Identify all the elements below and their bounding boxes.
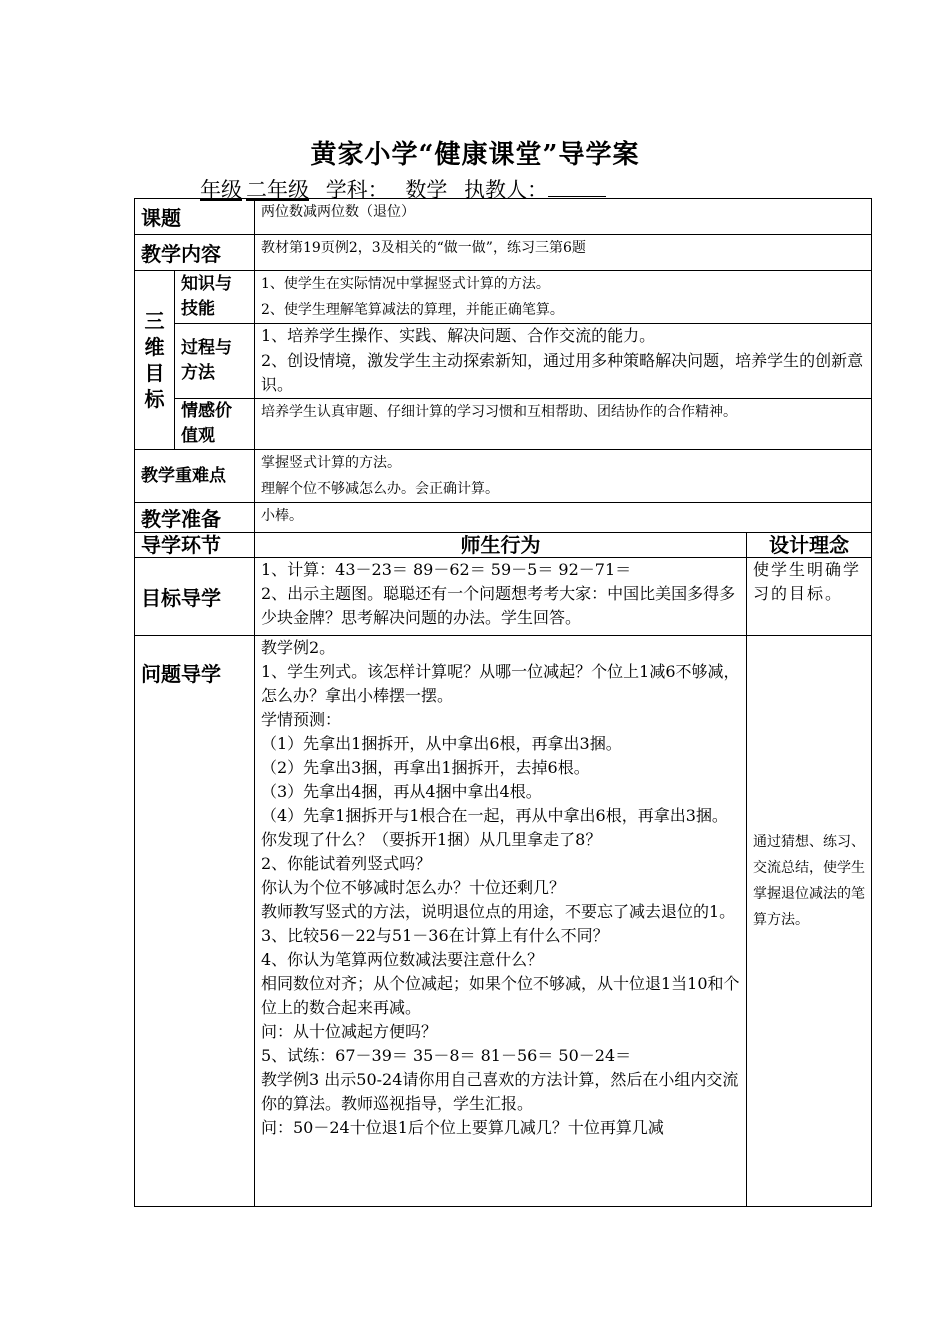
row-target	[135, 558, 872, 636]
row-emotion	[135, 399, 872, 450]
prep-value: 小棒。	[255, 503, 872, 533]
problem-line: 5、试练：67－39＝ 35－8＝ 81－56＝ 50－24＝	[261, 1046, 632, 1065]
col-header-stage: 导学环节	[135, 533, 255, 558]
row-column-headers	[135, 533, 872, 558]
problem-line: 教学例2。	[261, 638, 336, 657]
process-value: 1、培养学生操作、实践、解决问题、合作交流的能力。 2、创设情境，激发学生主动探索新知，通过用多种策略解决问题，培养学生的创新意识。	[255, 324, 872, 399]
content-value: 教材第19页例2，3及相关的“做一做”，练习三第6题	[255, 235, 872, 271]
row-topic	[135, 199, 872, 235]
row-content	[135, 235, 872, 271]
emotion-label: 情感价 值观	[175, 399, 255, 450]
problem-line: 你认为个位不够减时怎么办？十位还剩几？	[261, 878, 566, 897]
problem-line: （4）先拿1捆拆开与1根合在一起，再从中拿出6根，再拿出3捆。	[261, 806, 728, 825]
document-title: 黄家小学“健康课堂”导学案	[310, 140, 640, 170]
knowledge-value: 1、使学生在实际情况中掌握竖式计算的方法。 2、使学生理解笔算减法的算理，并能正确笔算。	[255, 271, 872, 324]
problem-line: 你发现了什么？（要拆开1捆）从几里拿走了8？	[261, 830, 602, 849]
problem-line: 2、你能试着列竖式吗？	[261, 854, 432, 873]
problem-line: 教学例3 出示50-24请你用自己喜欢的方法计算，然后在小组内交流你的算法。教师巡视指导，学生汇报。	[261, 1070, 739, 1113]
lesson-plan-table	[134, 198, 872, 1207]
grade-label: 年级	[200, 178, 242, 202]
target-label: 目标导学	[135, 558, 255, 636]
subject-label: 学科：	[325, 178, 389, 202]
topic-value: 两位数减两位数（退位）	[255, 199, 872, 235]
problem-content	[255, 636, 747, 1207]
target-content: 1、计算：43－23＝ 89－62＝ 59－5＝ 92－71＝ 2、出示主题图。聪聪还有一个问题想考考大家：中国比美国多得多少块金牌？思考解决问题的办法。学生回答。	[255, 558, 747, 636]
emotion-value: 培养学生认真审题、仔细计算的学习习惯和互相帮助、团结协作的合作精神。	[255, 399, 872, 450]
problem-line: 问：50－24十位退1后个位上要算几减几？十位再算几减	[261, 1118, 664, 1137]
content-label: 教学内容	[135, 235, 255, 271]
keypoints-value: 掌握竖式计算的方法。 理解个位不够减怎么办。会正确计算。	[255, 450, 872, 503]
problem-line: （2）先拿出3捆，再拿出1捆拆开，去掉6根。	[261, 758, 590, 777]
problem-line: （3）先拿出4捆，再从4捆中拿出4根。	[261, 782, 542, 801]
problem-line: 相同数位对齐；从个位减起；如果个位不够减，从十位退1当10和个位上的数合起来再减。	[261, 974, 740, 1017]
problem-design: 通过猜想、练习、交流总结，使学生掌握退位减法的笔算方法。	[747, 636, 872, 1207]
problem-line: （1）先拿出1捆拆开，从中拿出6根，再拿出3捆。	[261, 734, 622, 753]
target-design: 使学生明确学习的目标。	[747, 558, 872, 636]
prep-label: 教学准备	[135, 503, 255, 533]
row-keypoints	[135, 450, 872, 503]
topic-label: 课题	[135, 199, 255, 235]
row-problem	[135, 636, 872, 1207]
problem-line: 教师教写竖式的方法，说明退位点的用途，不要忘了减去退位的1。	[261, 902, 736, 921]
problem-line: 3、比较56－22与51－36在计算上有什么不同？	[261, 926, 609, 945]
teacher-blank	[548, 178, 606, 197]
subject-value: 数学	[405, 178, 448, 202]
problem-label: 问题导学	[135, 636, 255, 1207]
problem-line: 学情预测：	[261, 710, 342, 729]
problem-line: 4、你认为笔算两位数减法要注意什么？	[261, 950, 544, 969]
teacher-label: 执教人：	[464, 178, 549, 202]
process-label: 过程与 方法	[175, 324, 255, 399]
grade-value: 二年级	[246, 178, 309, 202]
row-knowledge	[135, 271, 872, 324]
col-header-design: 设计理念	[747, 533, 872, 558]
knowledge-label: 知识与 技能	[175, 271, 255, 324]
row-process	[135, 324, 872, 399]
three-dim-goals-label: 三 维 目 标	[135, 271, 175, 450]
col-header-action: 师生行为	[255, 533, 747, 558]
keypoints-label: 教学重难点	[135, 450, 255, 503]
problem-line: 问：从十位减起方便吗？	[261, 1022, 438, 1041]
problem-line: 1、学生列式。该怎样计算呢？从哪一位减起？个位上1减6不够减，怎么办？拿出小棒摆一摆。	[261, 662, 740, 705]
row-prep	[135, 503, 872, 533]
